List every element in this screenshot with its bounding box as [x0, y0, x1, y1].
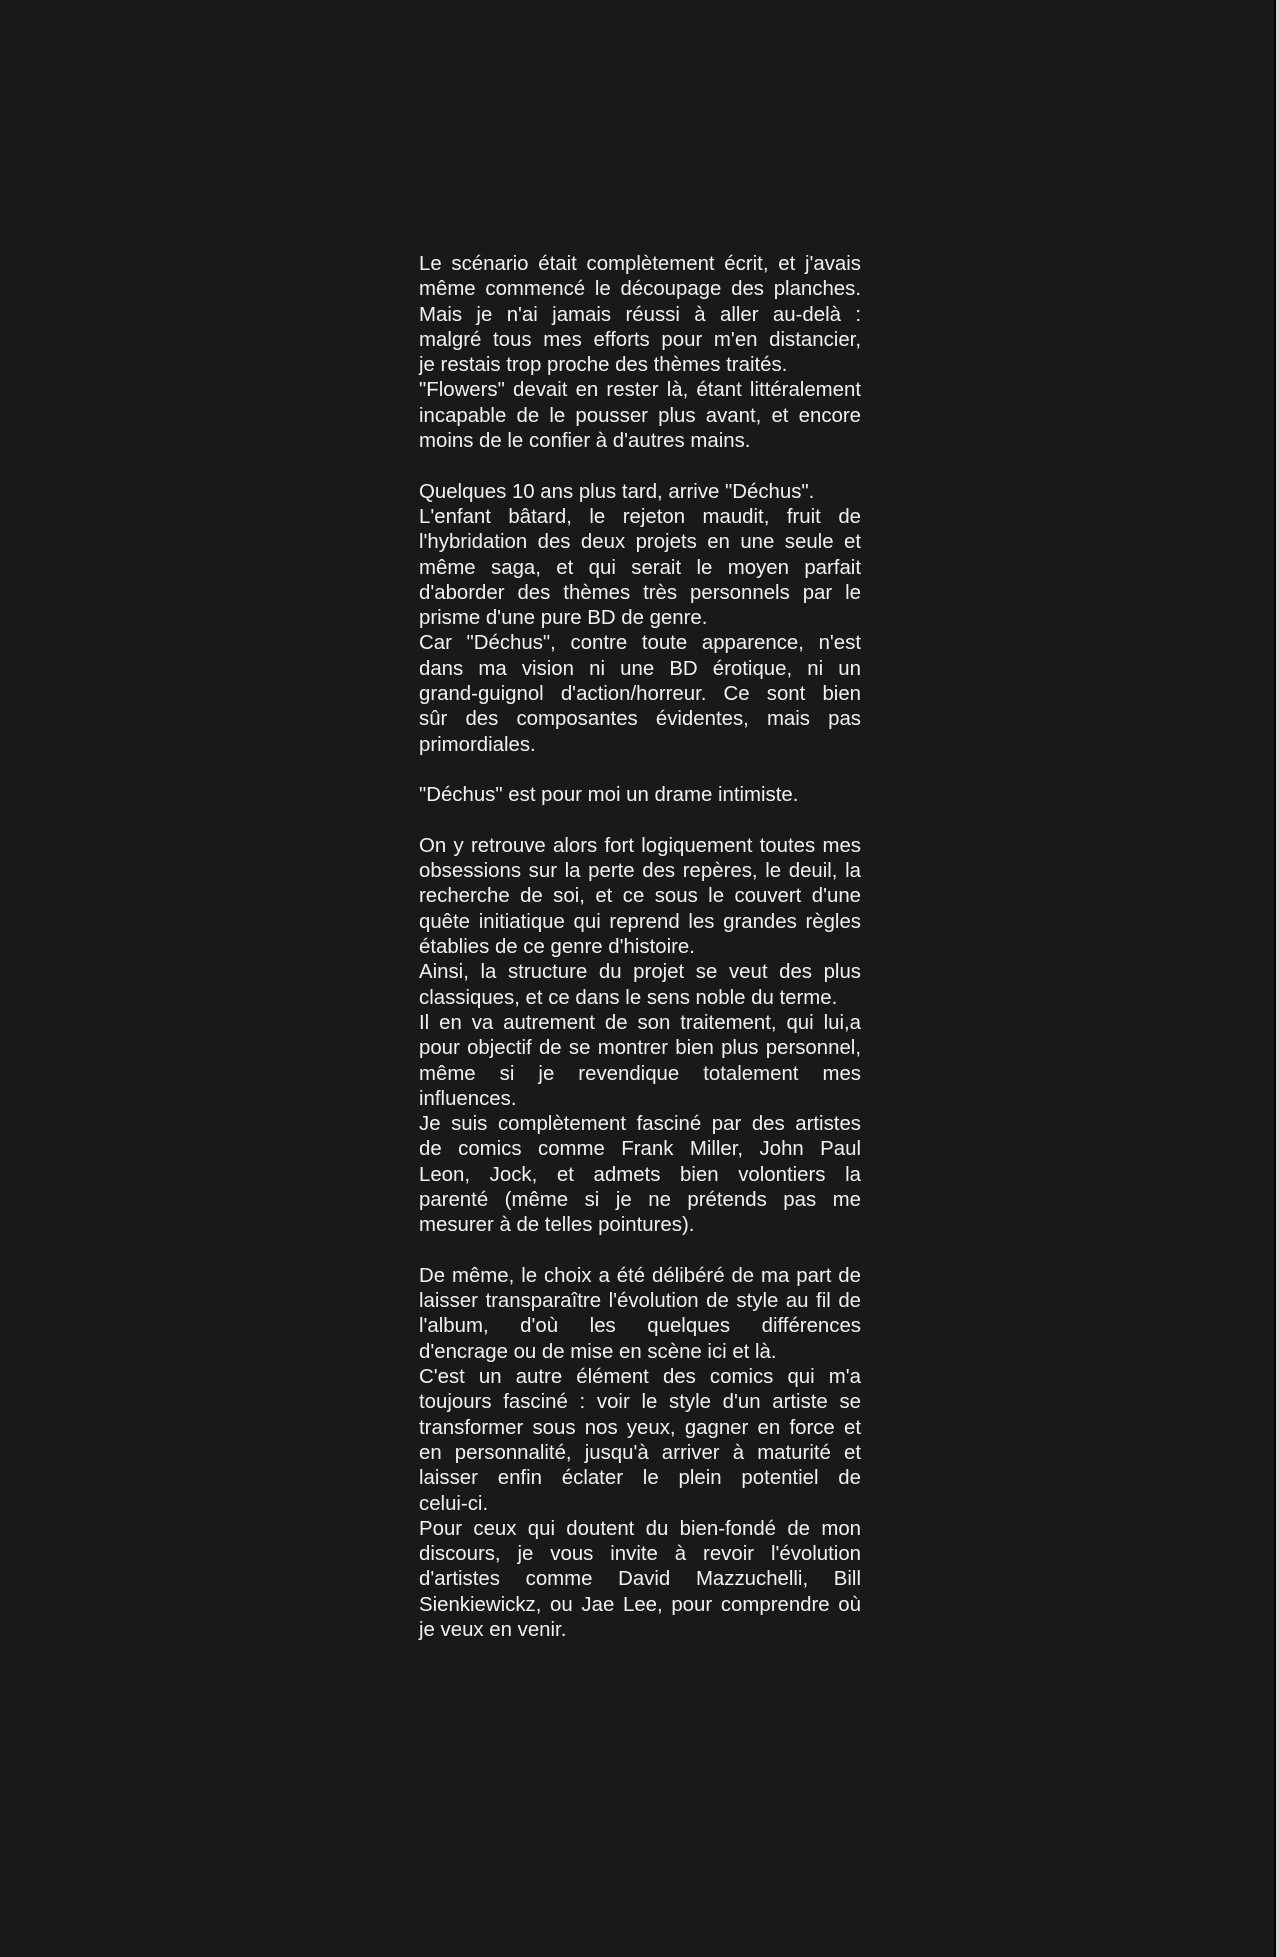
paragraph	[419, 1011, 861, 1112]
text-line: Mais je n'ai jamais réussi à aller au-delà :	[419, 303, 861, 326]
paragraph	[419, 1112, 861, 1238]
text-line: je veux en venir.	[419, 1619, 567, 1642]
text-line: en personnalité, jusqu'à arriver à maturité et	[419, 1441, 861, 1464]
paragraph	[419, 1517, 861, 1643]
text-line: même saga, et qui serait le moyen parfait	[419, 556, 861, 579]
text-line: même commencé le découpage des planches.	[419, 278, 861, 301]
text-line: "Flowers" devait en rester là, étant littéralement	[419, 379, 861, 402]
paragraph	[419, 783, 861, 808]
text-line: On y retrouve alors fort logiquement toutes mes	[419, 834, 861, 857]
text-line: Sienkiewickz, ou Jae Lee, pour comprendre où	[419, 1593, 861, 1616]
paragraph	[419, 1264, 861, 1365]
text-line: Je suis complètement fasciné par des artistes	[419, 1113, 861, 1136]
text-line: Le scénario était complètement écrit, et j'avais	[419, 253, 861, 275]
text-line: même si je revendique totalement mes	[419, 1062, 861, 1085]
text-line: quête initiatique qui reprend les grandes règles	[419, 910, 861, 933]
text-line: de comics comme Frank Miller, John Paul	[419, 1138, 861, 1161]
text-line: je restais trop proche des thèmes traités.	[419, 354, 788, 377]
text-line: celui-ci.	[419, 1492, 489, 1515]
text-line: laisser transparaître l'évolution de style au fil de	[419, 1290, 861, 1313]
paragraph-spacer	[419, 809, 861, 834]
text-line: recherche de soi, et ce sous le couvert d'une	[419, 885, 861, 908]
text-line: prisme d'une pure BD de genre.	[419, 607, 708, 630]
text-line: "Déchus" est pour moi un drame intimiste.	[419, 784, 799, 807]
text-line: Ainsi, la structure du projet se veut des plus	[419, 961, 861, 984]
paragraph	[419, 480, 861, 505]
text-line: mesurer à de telles pointures).	[419, 1214, 695, 1237]
text-line: transformer sous nos yeux, gagner en force et	[419, 1416, 861, 1439]
text-line: l'hybridation des deux projets en une seule et	[419, 531, 861, 554]
text-line: incapable de le pousser plus avant, et encore	[419, 404, 861, 427]
text-line: d'artistes comme David Mazzuchelli, Bill	[419, 1568, 861, 1591]
paragraph	[419, 1365, 861, 1517]
text-line: parenté (même si je ne prétends pas me	[419, 1188, 861, 1211]
text-line: établies de ce genre d'histoire.	[419, 936, 695, 959]
paragraph-spacer	[419, 1239, 861, 1264]
text-line: moins de le confier à d'autres mains.	[419, 430, 751, 453]
text-line: L'enfant bâtard, le rejeton maudit, fruit de	[419, 505, 861, 528]
text-line: obsessions sur la perte des repères, le deuil, la	[419, 860, 861, 883]
text-line: dans ma vision ni une BD érotique, ni un	[419, 657, 861, 680]
text-line: sûr des composantes évidentes, mais pas	[419, 708, 861, 731]
text-line: laisser enfin éclater le plein potentiel de	[419, 1467, 861, 1490]
text-line: grand-guignol d'action/horreur. Ce sont bien	[419, 683, 861, 706]
text-line: malgré tous mes efforts pour m'en distancier,	[419, 328, 861, 351]
paragraph	[419, 960, 861, 1011]
text-line: Il en va autrement de son traitement, qui lui,a	[419, 1011, 861, 1034]
text-line: C'est un autre élément des comics qui m'a	[419, 1366, 861, 1389]
document-text-block	[419, 252, 861, 1643]
text-line: Quelques 10 ans plus tard, arrive "Déchus".	[419, 480, 815, 503]
text-line: Car "Déchus", contre toute apparence, n'est	[419, 632, 861, 655]
paragraph-spacer	[419, 758, 861, 783]
right-edge-scrollbar[interactable]	[1276, 0, 1280, 1957]
text-line: d'aborder des thèmes très personnels par le	[419, 581, 861, 604]
paragraph	[419, 505, 861, 631]
text-line: Leon, Jock, et admets bien volontiers la	[419, 1163, 861, 1186]
text-line: toujours fasciné : voir le style d'un artiste se	[419, 1391, 861, 1414]
text-line: Pour ceux qui doutent du bien-fondé de mon	[419, 1517, 861, 1540]
paragraph	[419, 252, 861, 378]
text-line: pour objectif de se montrer bien plus personnel,	[419, 1037, 861, 1060]
paragraph-spacer	[419, 454, 861, 479]
text-line: l'album, d'où les quelques différences	[419, 1315, 861, 1338]
paragraph	[419, 378, 861, 454]
paragraph	[419, 631, 861, 757]
text-line: classiques, et ce dans le sens noble du terme.	[419, 986, 838, 1009]
text-line: De même, le choix a été délibéré de ma part de	[419, 1264, 861, 1287]
paragraph	[419, 834, 861, 960]
text-line: primordiales.	[419, 733, 536, 756]
text-line: influences.	[419, 1087, 517, 1110]
text-line: d'encrage ou de mise en scène ici et là.	[419, 1340, 777, 1363]
text-line: discours, je vous invite à revoir l'évolution	[419, 1543, 861, 1566]
